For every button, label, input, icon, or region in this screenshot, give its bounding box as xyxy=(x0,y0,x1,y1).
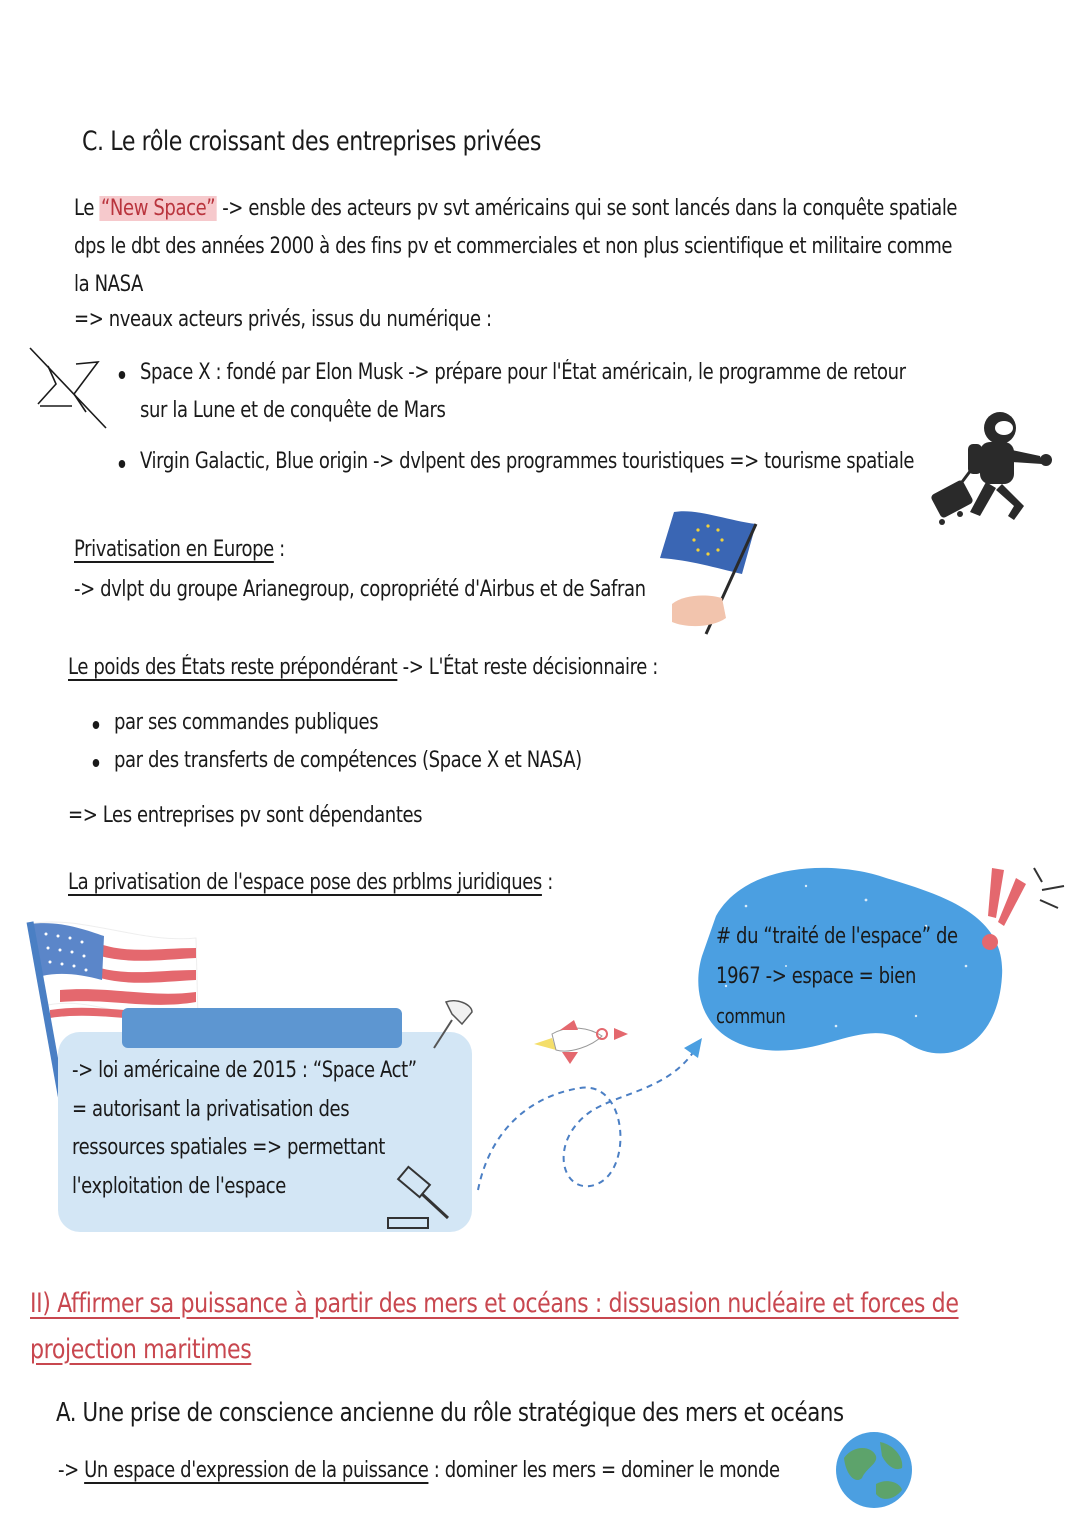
treaty-line-1: # du “traité de l'espace” de xyxy=(716,924,958,949)
europe-heading-line xyxy=(74,537,285,562)
section-ii-title-line1: II) Affirmer sa puissance à partir des mers et océans : dissuasion nucléaire et forces de xyxy=(30,1288,959,1319)
actor-item-spacex-line1: Space X : fondé par Elon Musk -> prépare pour l'État américain, le programme de retour xyxy=(140,360,906,385)
lead-text: Le xyxy=(74,196,100,221)
tape-strip xyxy=(122,1008,402,1048)
new-space-conclusion: => nveaux acteurs privés, issus du numérique : xyxy=(74,307,492,332)
gavel-icon xyxy=(382,1164,458,1234)
new-space-line3: la NASA xyxy=(74,272,143,297)
line1-rest: -> ensble des acteurs pv svt américains qui se sont lancés dans la conquête spatiale xyxy=(216,196,958,221)
arrow-text: -> xyxy=(58,1458,85,1483)
section-a-sub-heading: Un espace d'expression de la puissance xyxy=(84,1458,429,1483)
eu-flag-icon xyxy=(656,506,766,638)
states-item-2: par des transferts de compétences (Space X et NASA) xyxy=(114,748,582,773)
rocket-icon xyxy=(530,1014,630,1070)
legal-heading: La privatisation de l'espace pose des prblms juridiques xyxy=(68,870,542,895)
states-heading-line xyxy=(68,655,658,680)
section-a-sub-rest: : dominer les mers = dominer le monde xyxy=(428,1458,780,1483)
treaty-line-2: 1967 -> espace = bien xyxy=(716,964,917,989)
section-a-subline xyxy=(58,1458,780,1483)
earth-globe-icon xyxy=(832,1428,916,1512)
section-a-title: A. Une prise de conscience ancienne du rôle stratégique des mers et océans xyxy=(56,1398,844,1428)
europe-heading: Privatisation en Europe xyxy=(74,537,274,562)
space-act-line-1: -> loi américaine de 2015 : “Space Act” xyxy=(72,1058,417,1083)
new-space-line2: dps le dbt des années 2000 à des fins pv et commerciales et non plus scientifique et militaire comme xyxy=(74,234,953,259)
legal-colon: : xyxy=(541,870,553,895)
states-item-1: par ses commandes publiques xyxy=(114,710,379,735)
astronaut-icon xyxy=(928,408,1060,532)
actor-item-spacex-line2: sur la Lune et de conquête de Mars xyxy=(140,398,446,423)
space-act-line-4: l'exploitation de l'espace xyxy=(72,1174,286,1199)
section-ii-title-line2: projection maritimes xyxy=(30,1334,252,1365)
states-heading: Le poids des États reste prépondérant xyxy=(68,655,398,680)
exclamation-icon xyxy=(972,862,1072,962)
x-logo-icon xyxy=(26,344,110,432)
legal-heading-line xyxy=(68,870,553,895)
section-c-title: C. Le rôle croissant des entreprises privées xyxy=(82,126,541,157)
treaty-line-3: commun xyxy=(716,1004,786,1028)
space-act-line-3: ressources spatiales => permettant xyxy=(72,1135,385,1160)
states-rest: -> L'État reste décisionnaire : xyxy=(397,655,658,680)
new-space-line1 xyxy=(74,196,957,221)
space-act-line-2: = autorisant la privatisation des xyxy=(72,1097,350,1122)
europe-colon: : xyxy=(273,537,285,562)
states-conclusion: => Les entreprises pv sont dépendantes xyxy=(68,803,423,828)
actor-item-virgin: Virgin Galactic, Blue origin -> dvlpent des programmes touristiques => tourisme spatiale xyxy=(140,449,915,474)
new-space-term: “New Space” xyxy=(100,196,216,221)
europe-line: -> dvlpt du groupe Arianegroup, copropriété d'Airbus et de Safran xyxy=(74,577,646,602)
